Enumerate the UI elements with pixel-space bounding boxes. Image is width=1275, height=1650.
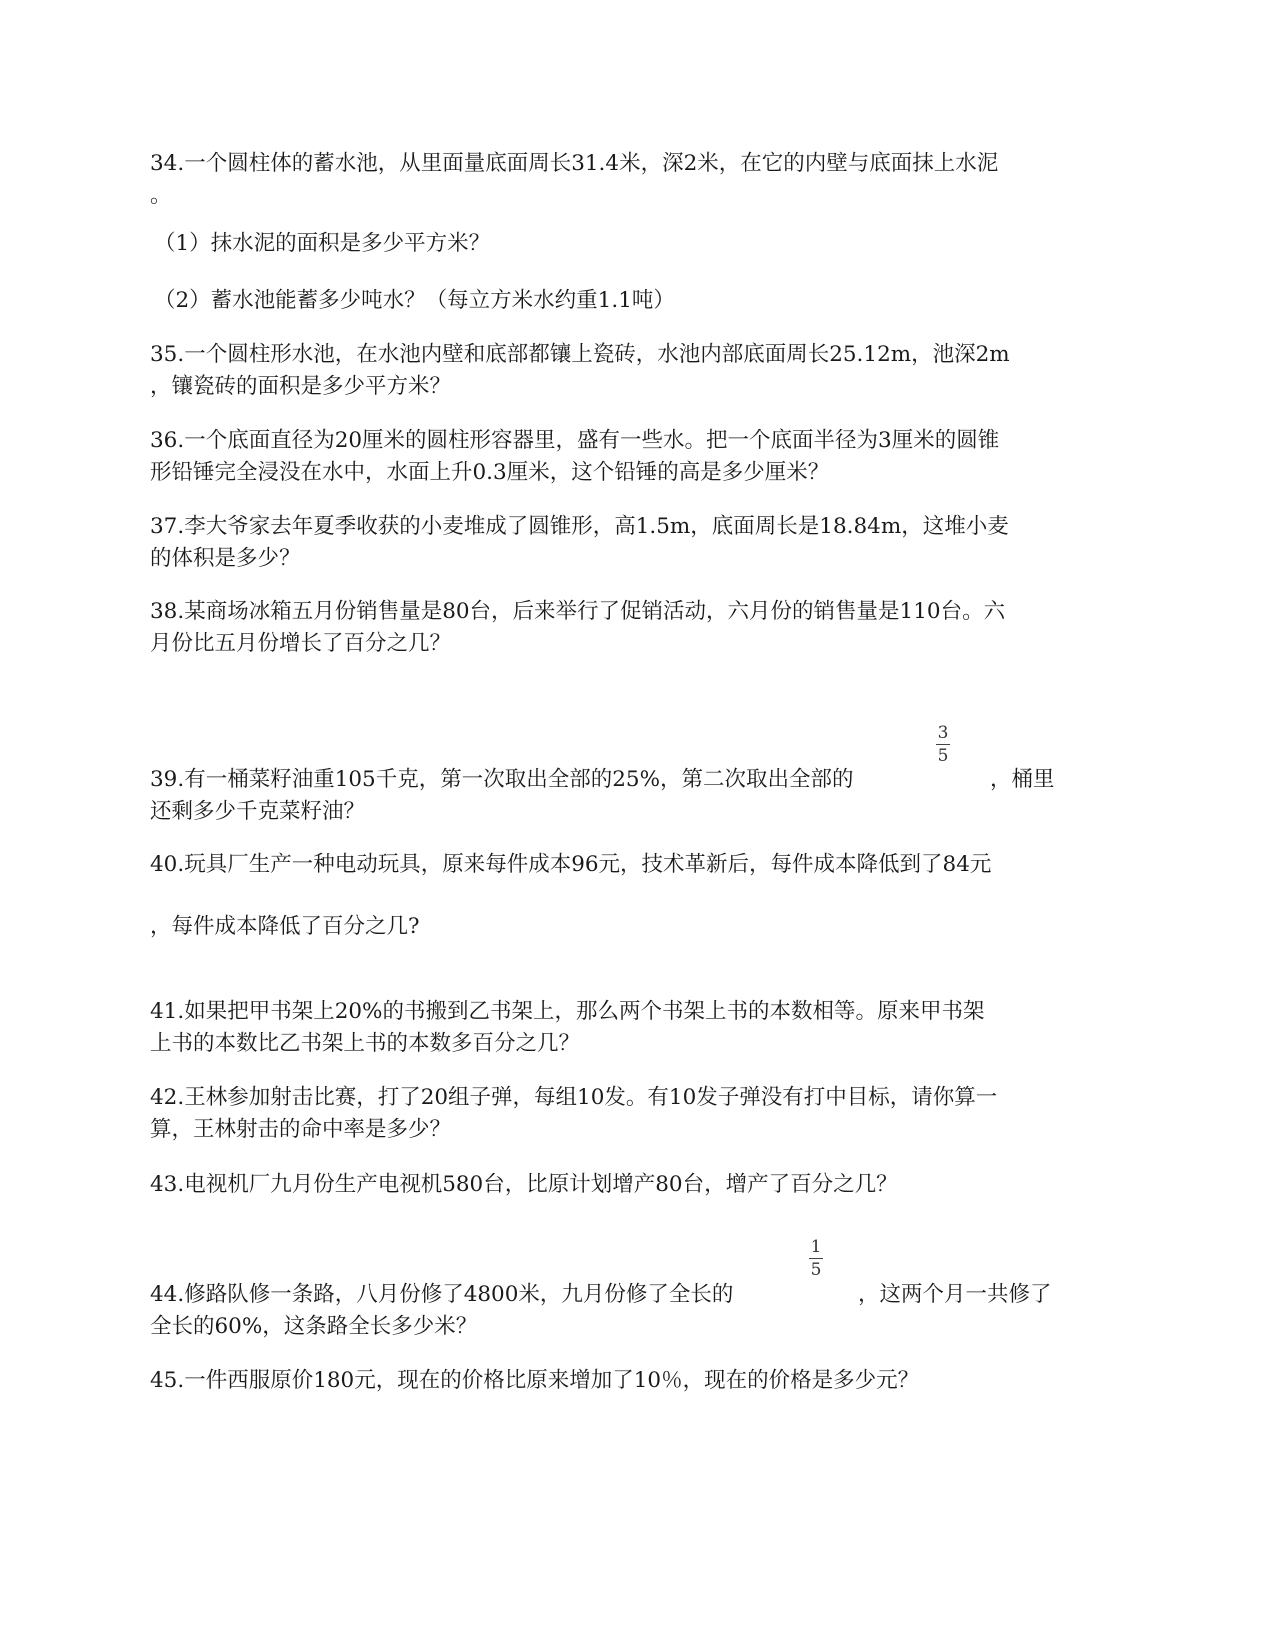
fraction-denominator: 5 xyxy=(810,1260,822,1280)
problem-42-line-1: 42.王林参加射击比赛，打了20组子弹，每组10发。有10发子弹没有打中目标，请你算一 xyxy=(150,1085,998,1110)
problem-34-line-2: 。 xyxy=(150,183,172,208)
problem-38-line-1: 38.某商场冰箱五月份销售量是80台，后来举行了促销活动，六月份的销售量是110台。六 xyxy=(150,599,1006,624)
fraction-one-fifth xyxy=(809,1238,823,1279)
fraction-denominator: 5 xyxy=(937,746,949,766)
problem-37-line-2: 的体积是多少？ xyxy=(150,546,301,571)
problem-35-line-1: 35.一个圆柱形水池，在水池内壁和底部都镶上瓷砖，水池内部底面周长25.12m，池深2m xyxy=(150,342,1010,367)
problem-45-line-1: 45.一件西服原价180元，现在的价格比原来增加了10％，现在的价格是多少元？ xyxy=(150,1368,920,1393)
fraction-three-fifths xyxy=(936,724,950,765)
problem-38-line-2: 月份比五月份增长了百分之几？ xyxy=(150,631,452,656)
problem-44-line-1b: ，这两个月一共修了 xyxy=(858,1282,1052,1307)
problem-34-line-1: 34.一个圆柱体的蓄水池，从里面量底面周长31.4米，深2米，在它的内壁与底面抹上水泥 xyxy=(150,151,999,176)
problem-41-line-2: 上书的本数比乙书架上书的本数多百分之几？ xyxy=(150,1031,581,1056)
fraction-bar xyxy=(809,1258,823,1259)
problem-39-line-1b: ，桶里 xyxy=(990,767,1055,792)
problem-42-line-2: 算，王林射击的命中率是多少？ xyxy=(150,1117,452,1142)
problem-34-sub-2: （2）蓄水池能蓄多少吨水？（每立方米水约重1.1吨） xyxy=(154,288,675,313)
problem-36-line-1: 36.一个底面直径为20厘米的圆柱形容器里，盛有一些水。把一个底面半径为3厘米的圆锥 xyxy=(150,428,1000,453)
problem-44-line-2: 全长的60%，这条路全长多少米？ xyxy=(150,1314,478,1339)
problem-39-line-2: 还剩多少千克菜籽油？ xyxy=(150,799,366,824)
problem-37-line-1: 37.李大爷家去年夏季收获的小麦堆成了圆锥形，高1.5m，底面周长是18.84m，这堆小麦 xyxy=(150,514,1009,539)
problem-40-line-2: ，每件成本降低了百分之几? xyxy=(150,914,420,939)
problem-36-line-2: 形铅锤完全浸没在水中，水面上升0.3厘米，这个铅锤的高是多少厘米？ xyxy=(150,460,830,485)
problem-43-line-1: 43.电视机厂九月份生产电视机580台，比原计划增产80台，增产了百分之几？ xyxy=(150,1172,898,1197)
problem-34-sub-1: （1）抹水泥的面积是多少平方米？ xyxy=(154,231,491,256)
fraction-numerator: 3 xyxy=(937,723,949,743)
problem-40-line-1: 40.玩具厂生产一种电动玩具，原来每件成本96元，技术革新后，每件成本降低到了84元 xyxy=(150,852,992,877)
fraction-numerator: 1 xyxy=(810,1237,822,1257)
fraction-bar xyxy=(936,744,950,745)
problem-41-line-1: 41.如果把甲书架上20%的书搬到乙书架上，那么两个书架上书的本数相等。原来甲书架 xyxy=(150,999,985,1024)
problem-35-line-2: ，镶瓷砖的面积是多少平方米？ xyxy=(150,374,452,399)
problem-39-line-1a: 39.有一桶菜籽油重105千克，第一次取出全部的25%，第二次取出全部的 xyxy=(150,767,854,792)
problem-44-line-1a: 44.修路队修一条路，八月份修了4800米，九月份修了全长的 xyxy=(150,1282,734,1307)
